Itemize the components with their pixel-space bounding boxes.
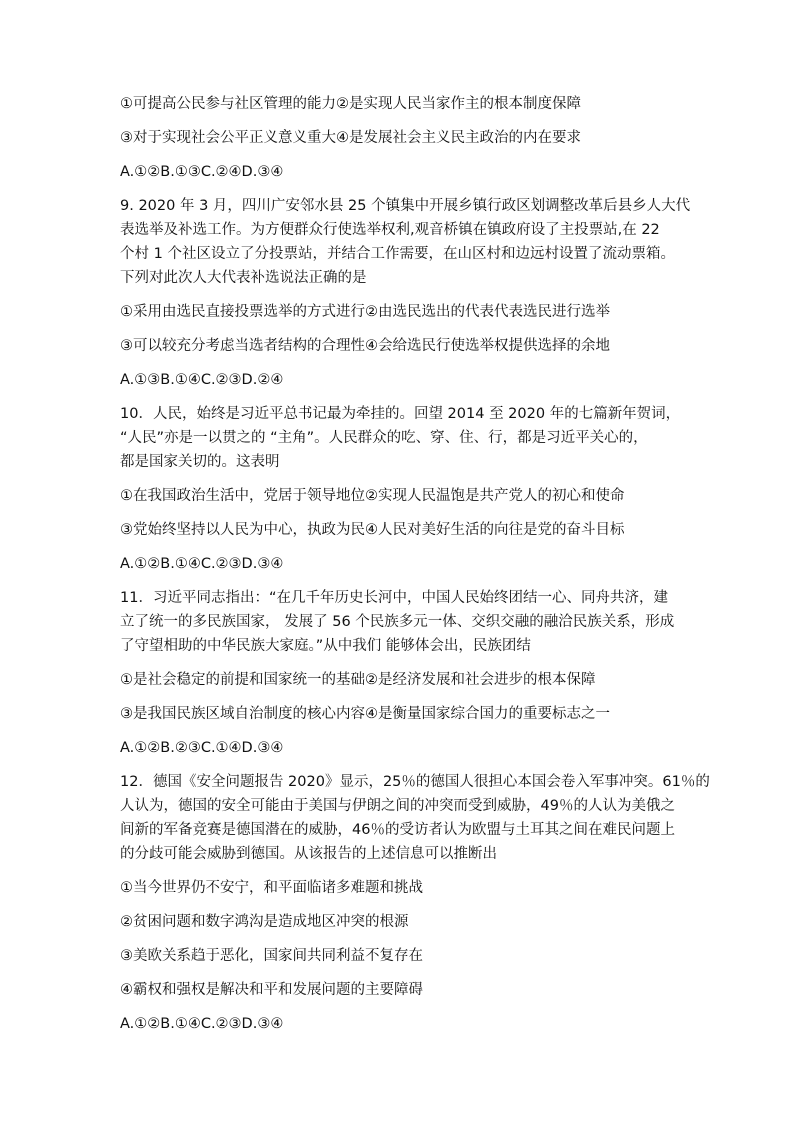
answer-choices [120,160,676,184]
text-line: ③对于实现社会公平正义意义重大④是发展社会主义民主政治的内在要求 [120,130,581,146]
option-line [120,334,676,358]
text-line: 12．德国《安全问题报告 2020》显示，25％的德国人很担心本国会卷入军事冲突。61％的 [120,774,710,790]
text-line: 了守望相助的中华民族大家庭。”从中我们 能够体会出，民族团结 [120,638,531,654]
question-10-stem [120,402,681,474]
question-9-stem [120,194,691,290]
text-line: 9. 2020 年 3 月，四川广安邻水县 25 个镇集中开展乡镇行政区划调整改革后县乡人大代 [120,198,691,214]
text-line: ①是社会稳定的前提和国家统一的基础②是经济发展和社会进步的根本保障 [120,672,596,688]
text-line: ③党始终坚持以人民为中心，执政为民④人民对美好生活的向往是党的奋斗目标 [120,522,625,538]
text-line: 立了统一的多民族国家， 发展了 56 个民族多元一体、交织交融的融洽民族关系，形成 [120,614,675,630]
text-line: 人认为，德国的安全可能由于美国与伊朗之间的冲突而受到威胁，49％的人认为美俄之 [120,798,675,814]
text-line: A.①②B.②③C.①④D.③④ [120,740,284,756]
text-line: A.①②B.①④C.②③D.③④ [120,1016,284,1032]
option-line [120,944,676,968]
text-line: A.①③B.①④C.②③D.②④ [120,372,284,388]
text-line: 都是国家关切的。这表明 [120,454,280,470]
option-line [120,702,676,726]
text-line: ②贫困问题和数字鸿沟是造成地区冲突的根源 [120,914,409,930]
text-line: A.①②B.①④C.②③D.③④ [120,556,284,572]
answer-choices [120,1012,676,1036]
text-line: 下列对此次人大代表补选说法正确的是 [120,270,367,286]
answer-choices [120,552,676,576]
text-line: ①在我国政治生活中，党居于领导地位②实现人民温饱是共产党人的初心和使命 [120,488,625,504]
document-page [120,92,710,1036]
answer-choices [120,736,676,760]
option-line [120,876,676,900]
text-line: 个村 1 个社区设立了分投票站，并结合工作需要，在山区村和边远村设置了流动票箱。 [120,246,675,262]
option-line [120,668,676,692]
option-line [120,126,676,150]
option-line [120,910,676,934]
option-line [120,978,676,1002]
question-12-stem [120,770,710,866]
text-line: 间新的军备竞赛是德国潜在的威胁，46％的受访者认为欧盟与土耳其之间在难民问题上 [120,822,675,838]
text-line: ①可提高公民参与社区管理的能力②是实现人民当家作主的根本制度保障 [120,96,581,112]
text-line: 10．人民，始终是习近平总书记最为牵挂的。回望 2014 至 2020 年的七篇新年贺词， [120,406,681,422]
answer-choices [120,368,676,392]
text-line: ③是我国民族区域自治制度的核心内容④是衡量国家综合国力的重要标志之一 [120,706,610,722]
text-line: A.①②B.①③C.②④D.③④ [120,164,284,180]
option-line [120,518,676,542]
option-line [120,300,676,324]
text-line: 11．习近平同志指出：“在几千年历史长河中，中国人民始终团结一心、同舟共济，建 [120,590,668,606]
option-line [120,484,676,508]
text-line: 表选举及补选工作。为方便群众行使选举权利,观音桥镇在镇政府设了主投票站,在 22 [120,222,660,238]
text-line: 的分歧可能会威胁到德国。从该报告的上述信息可以推断出 [120,846,497,862]
text-line: ①采用由选民直接投票选举的方式进行②由选民选出的代表代表选民进行选举 [120,304,610,320]
text-line: ③可以较充分考虑当选者结构的合理性④会给选民行使选举权提供选择的余地 [120,338,610,354]
question-11-stem [120,586,676,658]
text-line: ③美欧关系趋于恶化，国家间共同利益不复存在 [120,948,423,964]
text-line: “人民”亦是一以贯之的 “主角”。人民群众的吃、穿、住、行，都是习近平关心的， [120,430,648,446]
option-line [120,92,676,116]
text-line: ①当今世界仍不安宁，和平面临诸多难题和挑战 [120,880,423,896]
text-line: ④霸权和强权是解决和平和发展问题的主要障碍 [120,982,423,998]
